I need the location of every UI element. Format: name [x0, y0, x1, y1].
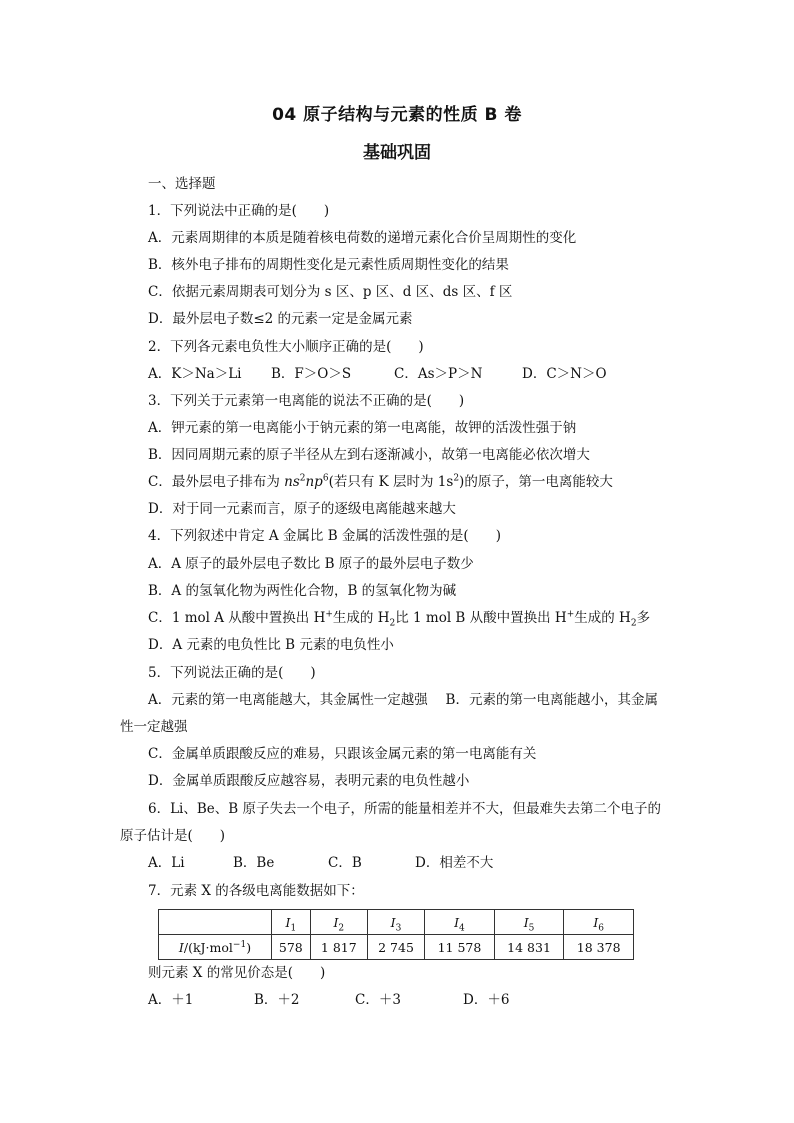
table-header-i5: $I_5$: [494, 910, 564, 935]
q7-options: [148, 991, 509, 1009]
q4-c-pre: C．1 mol A 从酸中置换出 H: [148, 610, 326, 626]
q3-c-np: np: [305, 474, 323, 490]
q1-option-b: B．核外电子排布的周期性变化是元素性质周期性变化的结果: [148, 257, 509, 273]
q7-option-a: A．＋1: [148, 992, 194, 1008]
q3-option-a: A．钾元素的第一电离能小于钠元素的第一电离能，故钾的活泼性强于钠: [148, 420, 577, 436]
ionization-energy-table: [158, 909, 634, 960]
q2-option-d: D．C＞N＞O: [522, 366, 607, 382]
q3-c-sup2: 6: [322, 473, 329, 484]
q6-stem: 6．Li、Be、B 原子失去一个电子，所需的能量相差并不大，但最难失去第二个电子的: [148, 801, 661, 817]
q5-stem: 5．下列说法正确的是( ): [148, 665, 316, 681]
q2-option-a: A．K＞Na＞Li: [148, 366, 242, 382]
q4-c-sub1: 2: [389, 618, 396, 629]
table-cell-i3: 2 745: [367, 935, 424, 960]
q3-option-b: B．因同周期元素的原子半径从左到右逐渐减小，故第一电离能必依次增大: [148, 447, 590, 463]
table-header-i6: $I_6$: [564, 910, 634, 935]
q6-option-d: D．相差不大: [415, 855, 494, 871]
q6-options: [148, 854, 493, 872]
table-cell-i5: 14 831: [494, 935, 564, 960]
table-row-label: I/(kJ·mol$^{-1}$): [159, 935, 272, 960]
document-title: 04 原子结构与元素的性质 B 卷: [272, 105, 522, 125]
q6-option-a: A．Li: [148, 855, 185, 871]
table-cell-i2: 1 817: [310, 935, 367, 960]
q4-c-mid1: 生成的 H: [332, 610, 390, 626]
table-header-i3: $I_3$: [367, 910, 424, 935]
q4-option-a: A．A 原子的最外层电子数比 B 原子的最外层电子数少: [148, 556, 474, 572]
q6-option-c: C．B: [328, 855, 362, 871]
table-corner-cell: [159, 910, 272, 935]
q4-option-c: [148, 609, 650, 627]
q1-option-c: C．依据元素周期表可划分为 s 区、p 区、d 区、ds 区、f 区: [148, 284, 513, 300]
q6-stem-cont: 原子估计是( ): [120, 828, 226, 844]
q5-option-ab-cont: 性一定越强: [120, 719, 188, 735]
table-header-i4: $I_4$: [425, 910, 495, 935]
table-cell-i1: 578: [272, 935, 311, 960]
q7-stem: 7．元素 X 的各级电离能数据如下：: [148, 883, 364, 899]
q1-stem: 1．下列说法中正确的是( ): [148, 203, 330, 219]
q5-option-ab: A．元素的第一电离能越大，其金属性一定越强 B．元素的第一电离能越小，其金属: [148, 692, 658, 708]
q3-c-post: )的原子，第一电离能较大: [459, 474, 613, 490]
document-subtitle: 基础巩固: [363, 143, 431, 163]
q5-option-c: C．金属单质跟酸反应的难易，只跟该金属元素的第一电离能有关: [148, 746, 537, 762]
q3-stem: 3．下列关于元素第一电离能的说法不正确的是( ): [148, 393, 465, 409]
q3-c-mid: (若只有 K 层时为 1s: [328, 474, 454, 490]
q2-stem: 2．下列各元素电负性大小顺序正确的是( ): [148, 339, 424, 355]
table-header-i1: $I_1$: [272, 910, 311, 935]
q4-c-mid2: 比 1 mol B 从酸中置换出 H: [395, 610, 567, 626]
q4-stem: 4．下列叙述中肯定 A 金属比 B 金属的活泼性强的是( ): [148, 528, 501, 544]
q7-option-b: B．＋2: [254, 992, 300, 1008]
q1-option-d: D．最外层电子数≤2 的元素一定是金属元素: [148, 311, 413, 327]
q2-options: [148, 365, 607, 383]
table-cell-i4: 11 578: [425, 935, 495, 960]
q4-c-sub2: 2: [630, 618, 637, 629]
q3-c-pre: C．最外层电子排布为: [148, 474, 285, 490]
q4-option-d: D．A 元素的电负性比 B 元素的电负性小: [148, 637, 394, 653]
q3-option-c: [148, 473, 613, 491]
table-row: [159, 935, 634, 960]
q1-option-a: A．元素周期律的本质是随着核电荷数的递增元素化合价呈周期性的变化: [148, 230, 577, 246]
q4-c-sup1: +: [325, 609, 333, 620]
q2-option-c: C．As＞P＞N: [394, 366, 483, 382]
table-cell-i6: 18 378: [564, 935, 634, 960]
q4-c-mid3: 生成的 H: [574, 610, 631, 626]
q4-option-b: B．A 的氢氧化物为两性化合物，B 的氢氧化物为碱: [148, 583, 457, 599]
q7-option-c: C．＋3: [355, 992, 401, 1008]
q3-c-sup1: 2: [299, 473, 306, 484]
table-header-row: [159, 910, 634, 935]
q6-option-b: B．Be: [233, 855, 275, 871]
table-header-i2: $I_2$: [310, 910, 367, 935]
q3-option-d: D．对于同一元素而言，原子的逐级电离能越来越大: [148, 501, 456, 517]
q4-c-sup2: +: [566, 609, 575, 620]
q2-option-b: B．F＞O＞S: [271, 366, 352, 382]
q7-option-d: D．＋6: [463, 992, 510, 1008]
q5-option-d: D．金属单质跟酸反应越容易，表明元素的电负性越小: [148, 773, 470, 789]
q7-question: 则元素 X 的常见价态是( ): [148, 965, 326, 981]
q4-c-post: 多: [636, 610, 651, 626]
q3-c-ns: ns: [284, 474, 300, 490]
section-heading: 一、选择题: [148, 176, 216, 192]
q3-c-sup3: 2: [453, 473, 460, 484]
